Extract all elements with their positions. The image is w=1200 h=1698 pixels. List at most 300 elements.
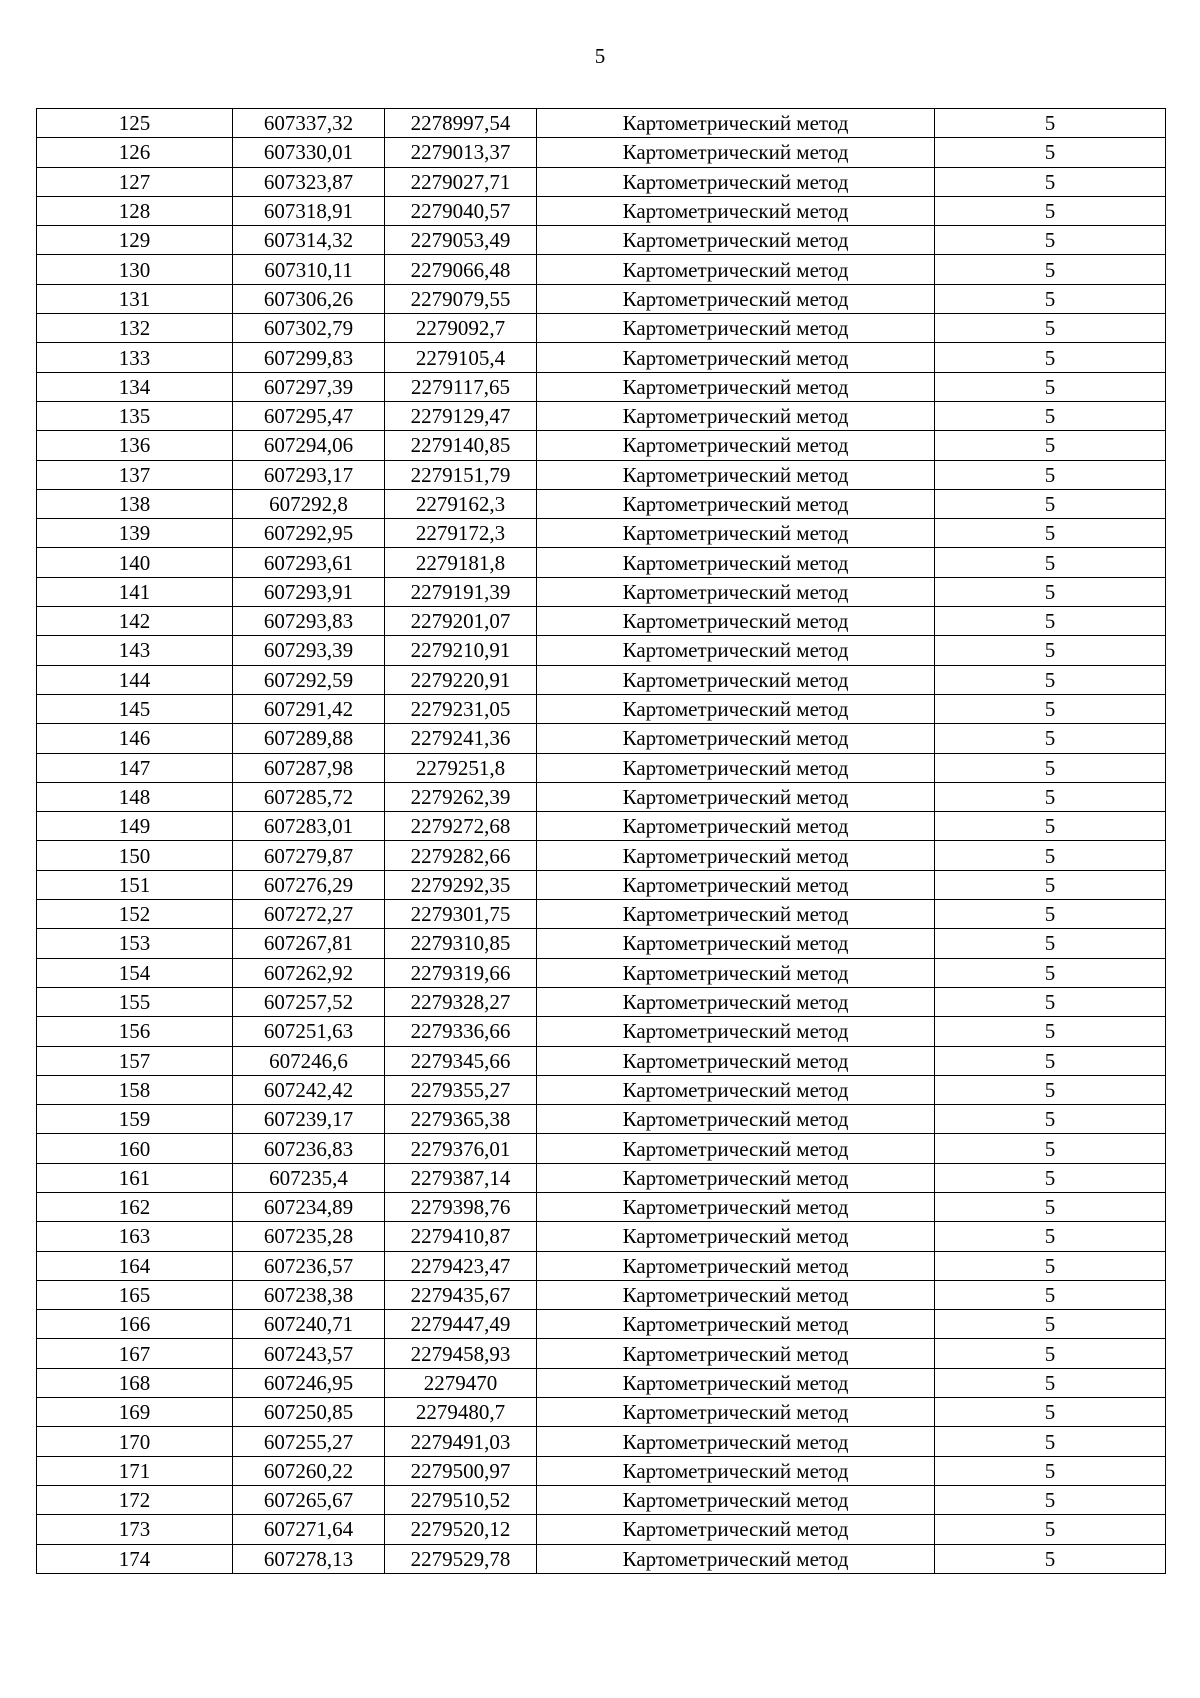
- point-number-cell: 172: [37, 1485, 233, 1514]
- y-coordinate-cell: 2279410,87: [385, 1222, 537, 1251]
- point-number-cell: 126: [37, 138, 233, 167]
- x-coordinate-cell: 607234,89: [233, 1192, 385, 1221]
- table-row: [37, 665, 1166, 694]
- point-number-cell: 163: [37, 1222, 233, 1251]
- x-coordinate-cell: 607260,22: [233, 1456, 385, 1485]
- y-coordinate-cell: 2279066,48: [385, 255, 537, 284]
- method-cell: Картометрический метод: [537, 372, 935, 401]
- table-row: [37, 1339, 1166, 1368]
- table-row: [37, 1544, 1166, 1573]
- x-coordinate-cell: 607289,88: [233, 724, 385, 753]
- method-cell: Картометрический метод: [537, 1339, 935, 1368]
- y-coordinate-cell: 2279387,14: [385, 1163, 537, 1192]
- point-number-cell: 153: [37, 929, 233, 958]
- method-cell: Картометрический метод: [537, 1456, 935, 1485]
- x-coordinate-cell: 607251,63: [233, 1017, 385, 1046]
- y-coordinate-cell: 2279210,91: [385, 636, 537, 665]
- table-row: [37, 343, 1166, 372]
- y-coordinate-cell: 2279241,36: [385, 724, 537, 753]
- method-cell: Картометрический метод: [537, 929, 935, 958]
- y-coordinate-cell: 2279013,37: [385, 138, 537, 167]
- point-number-cell: 133: [37, 343, 233, 372]
- point-number-cell: 162: [37, 1192, 233, 1221]
- x-coordinate-cell: 607292,95: [233, 519, 385, 548]
- precision-cell: 5: [935, 929, 1166, 958]
- method-cell: Картометрический метод: [537, 343, 935, 372]
- x-coordinate-cell: 607306,26: [233, 284, 385, 313]
- x-coordinate-cell: 607239,17: [233, 1105, 385, 1134]
- table-row: [37, 577, 1166, 606]
- y-coordinate-cell: 2279129,47: [385, 401, 537, 430]
- y-coordinate-cell: 2279292,35: [385, 870, 537, 899]
- point-number-cell: 154: [37, 958, 233, 987]
- table-row: [37, 431, 1166, 460]
- point-number-cell: 145: [37, 694, 233, 723]
- method-cell: Картометрический метод: [537, 1427, 935, 1456]
- table-row: [37, 1134, 1166, 1163]
- table-row: [37, 1310, 1166, 1339]
- x-coordinate-cell: 607293,91: [233, 577, 385, 606]
- point-number-cell: 141: [37, 577, 233, 606]
- x-coordinate-cell: 607302,79: [233, 314, 385, 343]
- y-coordinate-cell: 2279027,71: [385, 167, 537, 196]
- x-coordinate-cell: 607330,01: [233, 138, 385, 167]
- x-coordinate-cell: 607238,38: [233, 1280, 385, 1309]
- method-cell: Картометрический метод: [537, 1280, 935, 1309]
- point-number-cell: 128: [37, 196, 233, 225]
- precision-cell: 5: [935, 255, 1166, 284]
- table-row: [37, 109, 1166, 138]
- y-coordinate-cell: 2279398,76: [385, 1192, 537, 1221]
- table-row: [37, 607, 1166, 636]
- method-cell: Картометрический метод: [537, 1105, 935, 1134]
- point-number-cell: 132: [37, 314, 233, 343]
- method-cell: Картометрический метод: [537, 1544, 935, 1573]
- y-coordinate-cell: 2279470: [385, 1368, 537, 1397]
- table-row: [37, 1251, 1166, 1280]
- x-coordinate-cell: 607293,17: [233, 460, 385, 489]
- precision-cell: 5: [935, 1280, 1166, 1309]
- method-cell: Картометрический метод: [537, 138, 935, 167]
- precision-cell: 5: [935, 109, 1166, 138]
- y-coordinate-cell: 2279172,3: [385, 519, 537, 548]
- y-coordinate-cell: 2279365,38: [385, 1105, 537, 1134]
- method-cell: Картометрический метод: [537, 196, 935, 225]
- y-coordinate-cell: 2279500,97: [385, 1456, 537, 1485]
- point-number-cell: 147: [37, 753, 233, 782]
- x-coordinate-cell: 607265,67: [233, 1485, 385, 1514]
- precision-cell: 5: [935, 1427, 1166, 1456]
- table-row: [37, 870, 1166, 899]
- method-cell: Картометрический метод: [537, 1368, 935, 1397]
- x-coordinate-cell: 607287,98: [233, 753, 385, 782]
- x-coordinate-cell: 607262,92: [233, 958, 385, 987]
- precision-cell: 5: [935, 1251, 1166, 1280]
- point-number-cell: 149: [37, 812, 233, 841]
- method-cell: Картометрический метод: [537, 958, 935, 987]
- x-coordinate-cell: 607323,87: [233, 167, 385, 196]
- table-row: [37, 636, 1166, 665]
- table-row: [37, 1222, 1166, 1251]
- precision-cell: 5: [935, 958, 1166, 987]
- precision-cell: 5: [935, 284, 1166, 313]
- point-number-cell: 150: [37, 841, 233, 870]
- method-cell: Картометрический метод: [537, 1310, 935, 1339]
- table-row: [37, 1105, 1166, 1134]
- x-coordinate-cell: 607292,59: [233, 665, 385, 694]
- coordinates-table: [36, 108, 1166, 1574]
- point-number-cell: 144: [37, 665, 233, 694]
- point-number-cell: 168: [37, 1368, 233, 1397]
- method-cell: Картометрический метод: [537, 1398, 935, 1427]
- table-row: [37, 1485, 1166, 1514]
- x-coordinate-cell: 607267,81: [233, 929, 385, 958]
- precision-cell: 5: [935, 1544, 1166, 1573]
- point-number-cell: 148: [37, 782, 233, 811]
- precision-cell: 5: [935, 1339, 1166, 1368]
- point-number-cell: 143: [37, 636, 233, 665]
- y-coordinate-cell: 2279191,39: [385, 577, 537, 606]
- precision-cell: 5: [935, 460, 1166, 489]
- precision-cell: 5: [935, 1456, 1166, 1485]
- table-row: [37, 929, 1166, 958]
- method-cell: Картометрический метод: [537, 577, 935, 606]
- table-row: [37, 548, 1166, 577]
- x-coordinate-cell: 607295,47: [233, 401, 385, 430]
- x-coordinate-cell: 607292,8: [233, 489, 385, 518]
- precision-cell: 5: [935, 1310, 1166, 1339]
- method-cell: Картометрический метод: [537, 109, 935, 138]
- precision-cell: 5: [935, 987, 1166, 1016]
- table-row: [37, 1427, 1166, 1456]
- method-cell: Картометрический метод: [537, 694, 935, 723]
- y-coordinate-cell: 2279328,27: [385, 987, 537, 1016]
- coordinates-table-body: [37, 109, 1166, 1574]
- x-coordinate-cell: 607240,71: [233, 1310, 385, 1339]
- method-cell: Картометрический метод: [537, 636, 935, 665]
- method-cell: Картометрический метод: [537, 900, 935, 929]
- point-number-cell: 139: [37, 519, 233, 548]
- x-coordinate-cell: 607285,72: [233, 782, 385, 811]
- point-number-cell: 134: [37, 372, 233, 401]
- x-coordinate-cell: 607293,39: [233, 636, 385, 665]
- precision-cell: 5: [935, 636, 1166, 665]
- y-coordinate-cell: 2279117,65: [385, 372, 537, 401]
- x-coordinate-cell: 607291,42: [233, 694, 385, 723]
- method-cell: Картометрический метод: [537, 284, 935, 313]
- point-number-cell: 142: [37, 607, 233, 636]
- table-row: [37, 841, 1166, 870]
- table-row: [37, 167, 1166, 196]
- y-coordinate-cell: 2279220,91: [385, 665, 537, 694]
- precision-cell: 5: [935, 1134, 1166, 1163]
- point-number-cell: 171: [37, 1456, 233, 1485]
- table-row: [37, 782, 1166, 811]
- y-coordinate-cell: 2279319,66: [385, 958, 537, 987]
- precision-cell: 5: [935, 372, 1166, 401]
- precision-cell: 5: [935, 401, 1166, 430]
- point-number-cell: 130: [37, 255, 233, 284]
- x-coordinate-cell: 607294,06: [233, 431, 385, 460]
- point-number-cell: 125: [37, 109, 233, 138]
- precision-cell: 5: [935, 841, 1166, 870]
- y-coordinate-cell: 2279282,66: [385, 841, 537, 870]
- precision-cell: 5: [935, 870, 1166, 899]
- table-row: [37, 958, 1166, 987]
- precision-cell: 5: [935, 1075, 1166, 1104]
- method-cell: Картометрический метод: [537, 1046, 935, 1075]
- y-coordinate-cell: 2279140,85: [385, 431, 537, 460]
- point-number-cell: 164: [37, 1251, 233, 1280]
- y-coordinate-cell: 2279355,27: [385, 1075, 537, 1104]
- point-number-cell: 146: [37, 724, 233, 753]
- x-coordinate-cell: 607314,32: [233, 226, 385, 255]
- point-number-cell: 165: [37, 1280, 233, 1309]
- table-row: [37, 255, 1166, 284]
- point-number-cell: 137: [37, 460, 233, 489]
- precision-cell: 5: [935, 1368, 1166, 1397]
- precision-cell: 5: [935, 1485, 1166, 1514]
- y-coordinate-cell: 2279181,8: [385, 548, 537, 577]
- precision-cell: 5: [935, 782, 1166, 811]
- point-number-cell: 166: [37, 1310, 233, 1339]
- x-coordinate-cell: 607299,83: [233, 343, 385, 372]
- table-row: [37, 1515, 1166, 1544]
- method-cell: Картометрический метод: [537, 167, 935, 196]
- y-coordinate-cell: 2279053,49: [385, 226, 537, 255]
- x-coordinate-cell: 607283,01: [233, 812, 385, 841]
- method-cell: Картометрический метод: [537, 812, 935, 841]
- x-coordinate-cell: 607310,11: [233, 255, 385, 284]
- precision-cell: 5: [935, 753, 1166, 782]
- x-coordinate-cell: 607246,95: [233, 1368, 385, 1397]
- precision-cell: 5: [935, 900, 1166, 929]
- y-coordinate-cell: 2279262,39: [385, 782, 537, 811]
- y-coordinate-cell: 2279529,78: [385, 1544, 537, 1573]
- x-coordinate-cell: 607236,57: [233, 1251, 385, 1280]
- table-row: [37, 489, 1166, 518]
- point-number-cell: 159: [37, 1105, 233, 1134]
- table-row: [37, 900, 1166, 929]
- table-row: [37, 138, 1166, 167]
- method-cell: Картометрический метод: [537, 548, 935, 577]
- y-coordinate-cell: 2279491,03: [385, 1427, 537, 1456]
- method-cell: Картометрический метод: [537, 841, 935, 870]
- x-coordinate-cell: 607337,32: [233, 109, 385, 138]
- table-row: [37, 372, 1166, 401]
- x-coordinate-cell: 607246,6: [233, 1046, 385, 1075]
- y-coordinate-cell: 2279310,85: [385, 929, 537, 958]
- table-row: [37, 284, 1166, 313]
- method-cell: Картометрический метод: [537, 255, 935, 284]
- method-cell: Картометрический метод: [537, 226, 935, 255]
- y-coordinate-cell: 2279105,4: [385, 343, 537, 372]
- precision-cell: 5: [935, 812, 1166, 841]
- method-cell: Картометрический метод: [537, 1017, 935, 1046]
- precision-cell: 5: [935, 167, 1166, 196]
- precision-cell: 5: [935, 1017, 1166, 1046]
- y-coordinate-cell: 2279376,01: [385, 1134, 537, 1163]
- x-coordinate-cell: 607271,64: [233, 1515, 385, 1544]
- table-row: [37, 401, 1166, 430]
- method-cell: Картометрический метод: [537, 870, 935, 899]
- table-row: [37, 1046, 1166, 1075]
- method-cell: Картометрический метод: [537, 1485, 935, 1514]
- x-coordinate-cell: 607250,85: [233, 1398, 385, 1427]
- method-cell: Картометрический метод: [537, 1192, 935, 1221]
- precision-cell: 5: [935, 694, 1166, 723]
- table-row: [37, 1368, 1166, 1397]
- point-number-cell: 174: [37, 1544, 233, 1573]
- y-coordinate-cell: 2279231,05: [385, 694, 537, 723]
- table-row: [37, 1398, 1166, 1427]
- table-row: [37, 694, 1166, 723]
- precision-cell: 5: [935, 548, 1166, 577]
- point-number-cell: 169: [37, 1398, 233, 1427]
- point-number-cell: 151: [37, 870, 233, 899]
- method-cell: Картометрический метод: [537, 1515, 935, 1544]
- precision-cell: 5: [935, 314, 1166, 343]
- precision-cell: 5: [935, 1222, 1166, 1251]
- table-row: [37, 1280, 1166, 1309]
- table-row: [37, 1075, 1166, 1104]
- x-coordinate-cell: 607318,91: [233, 196, 385, 225]
- y-coordinate-cell: 2279251,8: [385, 753, 537, 782]
- y-coordinate-cell: 2279092,7: [385, 314, 537, 343]
- table-row: [37, 1017, 1166, 1046]
- table-row: [37, 1456, 1166, 1485]
- precision-cell: 5: [935, 489, 1166, 518]
- y-coordinate-cell: 2279510,52: [385, 1485, 537, 1514]
- y-coordinate-cell: 2279447,49: [385, 1310, 537, 1339]
- point-number-cell: 131: [37, 284, 233, 313]
- table-row: [37, 460, 1166, 489]
- x-coordinate-cell: 607257,52: [233, 987, 385, 1016]
- x-coordinate-cell: 607235,28: [233, 1222, 385, 1251]
- point-number-cell: 170: [37, 1427, 233, 1456]
- method-cell: Картометрический метод: [537, 1134, 935, 1163]
- precision-cell: 5: [935, 138, 1166, 167]
- precision-cell: 5: [935, 665, 1166, 694]
- table-row: [37, 724, 1166, 753]
- y-coordinate-cell: 2279336,66: [385, 1017, 537, 1046]
- table-row: [37, 1163, 1166, 1192]
- method-cell: Картометрический метод: [537, 431, 935, 460]
- table-row: [37, 812, 1166, 841]
- precision-cell: 5: [935, 1046, 1166, 1075]
- y-coordinate-cell: 2279040,57: [385, 196, 537, 225]
- method-cell: Картометрический метод: [537, 489, 935, 518]
- method-cell: Картометрический метод: [537, 1251, 935, 1280]
- x-coordinate-cell: 607242,42: [233, 1075, 385, 1104]
- point-number-cell: 127: [37, 167, 233, 196]
- method-cell: Картометрический метод: [537, 401, 935, 430]
- point-number-cell: 138: [37, 489, 233, 518]
- x-coordinate-cell: 607236,83: [233, 1134, 385, 1163]
- table-row: [37, 519, 1166, 548]
- point-number-cell: 161: [37, 1163, 233, 1192]
- point-number-cell: 140: [37, 548, 233, 577]
- precision-cell: 5: [935, 1105, 1166, 1134]
- y-coordinate-cell: 2279345,66: [385, 1046, 537, 1075]
- method-cell: Картометрический метод: [537, 987, 935, 1016]
- precision-cell: 5: [935, 431, 1166, 460]
- precision-cell: 5: [935, 1515, 1166, 1544]
- table-row: [37, 753, 1166, 782]
- y-coordinate-cell: 2279480,7: [385, 1398, 537, 1427]
- table-row: [37, 1192, 1166, 1221]
- method-cell: Картометрический метод: [537, 1075, 935, 1104]
- y-coordinate-cell: 2278997,54: [385, 109, 537, 138]
- table-row: [37, 196, 1166, 225]
- y-coordinate-cell: 2279151,79: [385, 460, 537, 489]
- point-number-cell: 155: [37, 987, 233, 1016]
- y-coordinate-cell: 2279435,67: [385, 1280, 537, 1309]
- point-number-cell: 152: [37, 900, 233, 929]
- y-coordinate-cell: 2279079,55: [385, 284, 537, 313]
- point-number-cell: 157: [37, 1046, 233, 1075]
- precision-cell: 5: [935, 519, 1166, 548]
- table-row: [37, 226, 1166, 255]
- x-coordinate-cell: 607255,27: [233, 1427, 385, 1456]
- point-number-cell: 156: [37, 1017, 233, 1046]
- point-number-cell: 167: [37, 1339, 233, 1368]
- y-coordinate-cell: 2279520,12: [385, 1515, 537, 1544]
- method-cell: Картометрический метод: [537, 519, 935, 548]
- x-coordinate-cell: 607293,61: [233, 548, 385, 577]
- precision-cell: 5: [935, 1163, 1166, 1192]
- y-coordinate-cell: 2279201,07: [385, 607, 537, 636]
- precision-cell: 5: [935, 1192, 1166, 1221]
- y-coordinate-cell: 2279272,68: [385, 812, 537, 841]
- precision-cell: 5: [935, 343, 1166, 372]
- x-coordinate-cell: 607278,13: [233, 1544, 385, 1573]
- x-coordinate-cell: 607279,87: [233, 841, 385, 870]
- method-cell: Картометрический метод: [537, 1222, 935, 1251]
- method-cell: Картометрический метод: [537, 607, 935, 636]
- y-coordinate-cell: 2279301,75: [385, 900, 537, 929]
- precision-cell: 5: [935, 1398, 1166, 1427]
- method-cell: Картометрический метод: [537, 782, 935, 811]
- point-number-cell: 129: [37, 226, 233, 255]
- method-cell: Картометрический метод: [537, 314, 935, 343]
- precision-cell: 5: [935, 607, 1166, 636]
- x-coordinate-cell: 607297,39: [233, 372, 385, 401]
- precision-cell: 5: [935, 196, 1166, 225]
- page-number: 5: [594, 44, 606, 68]
- method-cell: Картометрический метод: [537, 460, 935, 489]
- x-coordinate-cell: 607243,57: [233, 1339, 385, 1368]
- x-coordinate-cell: 607235,4: [233, 1163, 385, 1192]
- method-cell: Картометрический метод: [537, 753, 935, 782]
- precision-cell: 5: [935, 226, 1166, 255]
- point-number-cell: 136: [37, 431, 233, 460]
- method-cell: Картометрический метод: [537, 724, 935, 753]
- precision-cell: 5: [935, 724, 1166, 753]
- y-coordinate-cell: 2279423,47: [385, 1251, 537, 1280]
- table-row: [37, 314, 1166, 343]
- method-cell: Картометрический метод: [537, 1163, 935, 1192]
- y-coordinate-cell: 2279162,3: [385, 489, 537, 518]
- y-coordinate-cell: 2279458,93: [385, 1339, 537, 1368]
- precision-cell: 5: [935, 577, 1166, 606]
- point-number-cell: 160: [37, 1134, 233, 1163]
- x-coordinate-cell: 607293,83: [233, 607, 385, 636]
- point-number-cell: 135: [37, 401, 233, 430]
- x-coordinate-cell: 607276,29: [233, 870, 385, 899]
- point-number-cell: 173: [37, 1515, 233, 1544]
- method-cell: Картометрический метод: [537, 665, 935, 694]
